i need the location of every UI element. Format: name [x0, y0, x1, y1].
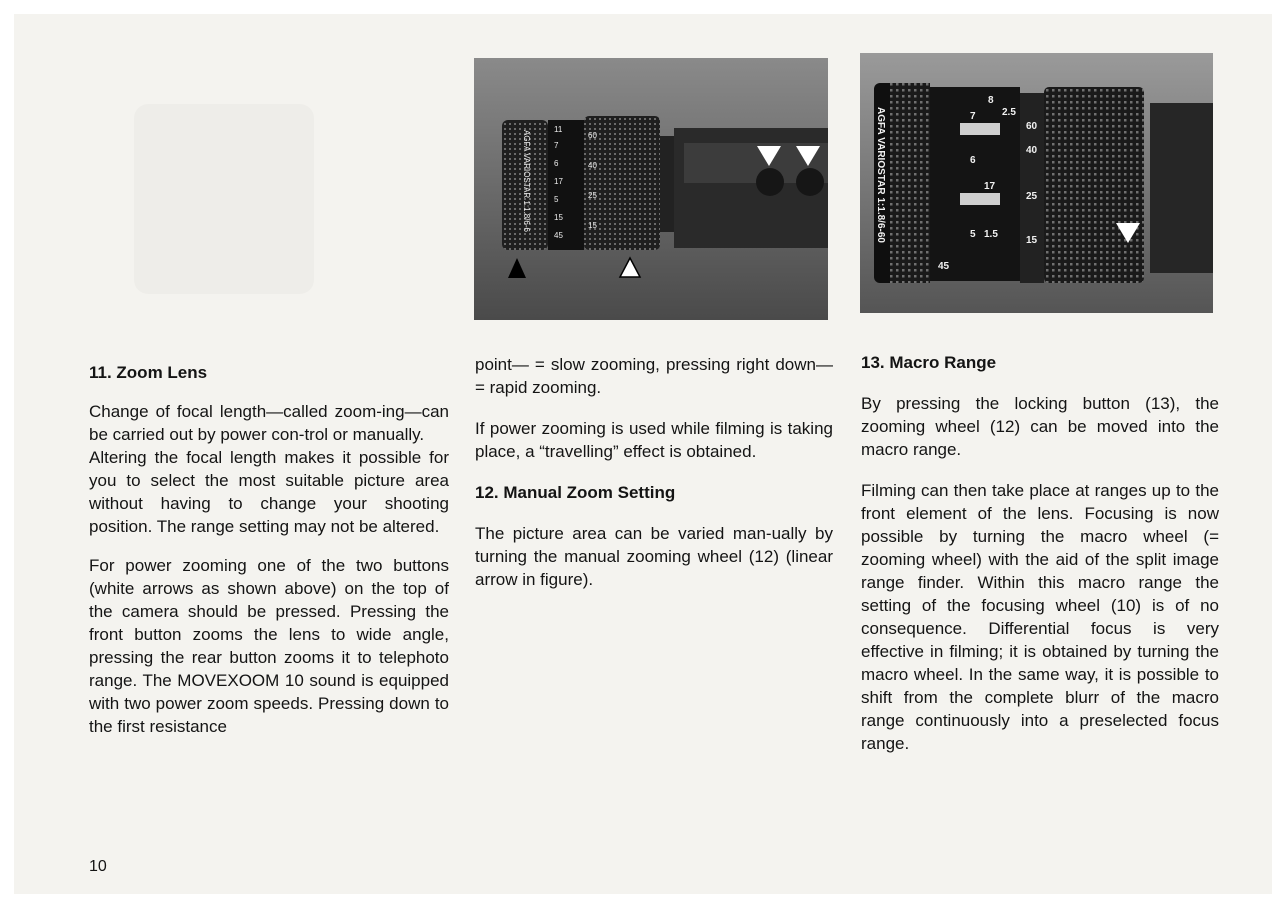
paragraph: Altering the focal length makes it possible for you to select the most suitable picture area without having to change your shooting position. The range setting may not be altered. [89, 448, 449, 536]
lens-scale-label: 15 [1026, 235, 1038, 246]
paragraph: Change of focal length—called zoom-ing—can be carried out by power con-trol or manually. [89, 402, 449, 444]
lens-scale-label: 8 [988, 95, 994, 106]
paragraph: If power zooming is used while filming is taking place, a “travelling” effect is obtained. [475, 419, 833, 461]
bleed-through-shadow [134, 104, 314, 294]
lens-scale-label: 45 [554, 231, 563, 240]
lens-scale-label: 40 [1026, 145, 1038, 156]
lens-brand-label: AGFA VARIOSTAR 1:1.8/6-6 [522, 130, 531, 232]
lens-scale-label: 17 [984, 181, 996, 192]
lens-scale-label: 7 [554, 141, 559, 150]
zoom-lens-illustration [474, 58, 828, 320]
lens-scale-label: 17 [554, 177, 563, 186]
lens-scale-label: 25 [588, 191, 597, 200]
paragraph: By pressing the locking button (13), the zooming wheel (12) can be moved into the macro range. [861, 394, 1219, 459]
lens-scale-label: 6 [970, 155, 976, 166]
lens-scale-label: 60 [588, 131, 597, 140]
lens-scale-label: 45 [938, 261, 950, 272]
lens-scale-label: 40 [588, 161, 597, 170]
lens-scale-label: 15 [554, 213, 563, 222]
lens-scale-label: 1.5 [984, 229, 998, 240]
lens-scale-label: 60 [1026, 121, 1038, 132]
page-number: 10 [89, 858, 107, 875]
lens-scale-label: 5 [554, 195, 559, 204]
paragraph: The picture area can be varied man-ually by turning the manual zooming wheel (12) (linear arrow in figure). [475, 524, 833, 589]
lens-scale-label: 11 [554, 125, 563, 134]
lens-scale-label: 5 [970, 229, 976, 240]
lens-scale-label: 2.5 [1002, 107, 1016, 118]
lens-scale-label: 7 [970, 111, 976, 122]
figure-zoom-lens-photo [474, 58, 828, 320]
figure-macro-range-photo [860, 53, 1213, 313]
column-1 [89, 361, 449, 738]
heading-zoom-lens: 11. Zoom Lens [89, 363, 208, 382]
column-3 [861, 351, 1219, 755]
lens-scale-label: 25 [1026, 191, 1038, 202]
heading-macro-range: 13. Macro Range [861, 353, 997, 372]
lens-scale-label: 6 [554, 159, 559, 168]
lens-scale-label: 15 [588, 221, 597, 230]
macro-lens-illustration [860, 53, 1213, 313]
lens-brand-label: AGFA VARIOSTAR 1:1.8/6-60 [875, 107, 886, 243]
paragraph: Filming can then take place at ranges up to the front element of the lens. Focusing is now possible by turning the macro wheel (= zooming wheel) with the aid of the split image range finder. Within this macro range the setting of the focusing wheel (10) is of no consequence. Differential focus is very effective in filming; it is obtained by turning the macro wheel. In the same way, it is possible to shift from the complete blurr of the macro range continuously into a preselected focus range. [861, 481, 1219, 753]
heading-manual-zoom-setting: 12. Manual Zoom Setting [475, 483, 676, 502]
paragraph: point— = slow zooming, pressing right down— = rapid zooming. [475, 355, 833, 397]
paragraph: For power zooming one of the two buttons (white arrows as shown above) on the top of the camera should be pressed. Pressing the front button zooms the lens to wide angle, pressing the rear button zooms it to telephoto range. The MOVEXOOM 10 sound is equipped with two power zoom speeds. Pressing down to the first resistance [89, 556, 449, 736]
column-2 [475, 353, 833, 591]
